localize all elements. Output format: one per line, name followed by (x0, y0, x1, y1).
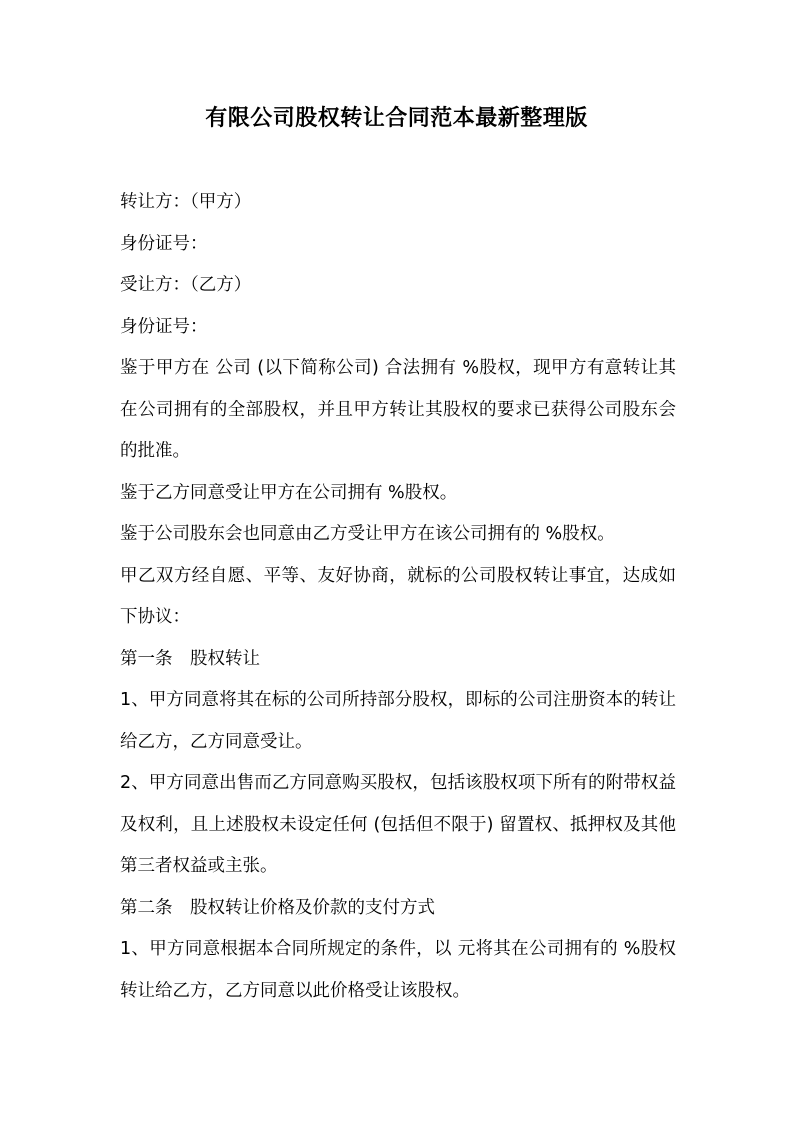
article-2-heading: 第二条 股权转让价格及价款的支付方式 (120, 897, 435, 918)
paragraph-transferee-id: 身份证号： (120, 316, 208, 337)
article-1-clause-1: 1、甲方同意将其在标的公司所持部分股权，即标的公司注册资本的转让给乙方，乙方同意受让。 (120, 690, 676, 752)
article-1-clause-2: 2、甲方同意出售而乙方同意购买股权，包括该股权项下所有的附带权益及权利，且上述股权未设定任何 (包括但不限于) 留置权、抵押权及其他第三者权益或主张。 (120, 773, 676, 876)
paragraph-recital-2: 鉴于乙方同意受让甲方在公司拥有 %股权。 (120, 482, 458, 503)
article-2-clause-1: 1、甲方同意根据本合同所规定的条件，以 元将其在公司拥有的 %股权转让给乙方，乙方同意以此价格受让该股权。 (120, 939, 676, 1001)
article-1-heading: 第一条 股权转让 (120, 648, 260, 669)
document-title: 有限公司股权转让合同范本最新整理版 (205, 106, 588, 131)
paragraph-transferor-id: 身份证号： (120, 233, 208, 254)
paragraph-transferee: 受让方：（乙方） (120, 275, 252, 295)
document-body (120, 182, 676, 1012)
paragraph-transferor: 转让方：（甲方） (120, 192, 252, 212)
paragraph-recital-3: 鉴于公司股东会也同意由乙方受让甲方在该公司拥有的 %股权。 (120, 524, 615, 544)
paragraph-agreement-intro: 甲乙双方经自愿、平等、友好协商，就标的公司股权转让事宜，达成如下协议： (120, 565, 676, 627)
paragraph-recital-1: 鉴于甲方在 公司 (以下简称公司) 合法拥有 %股权，现甲方有意转让其在公司拥有的全部股权，并且甲方转让其股权的要求已获得公司股东会的批准。 (120, 358, 676, 461)
